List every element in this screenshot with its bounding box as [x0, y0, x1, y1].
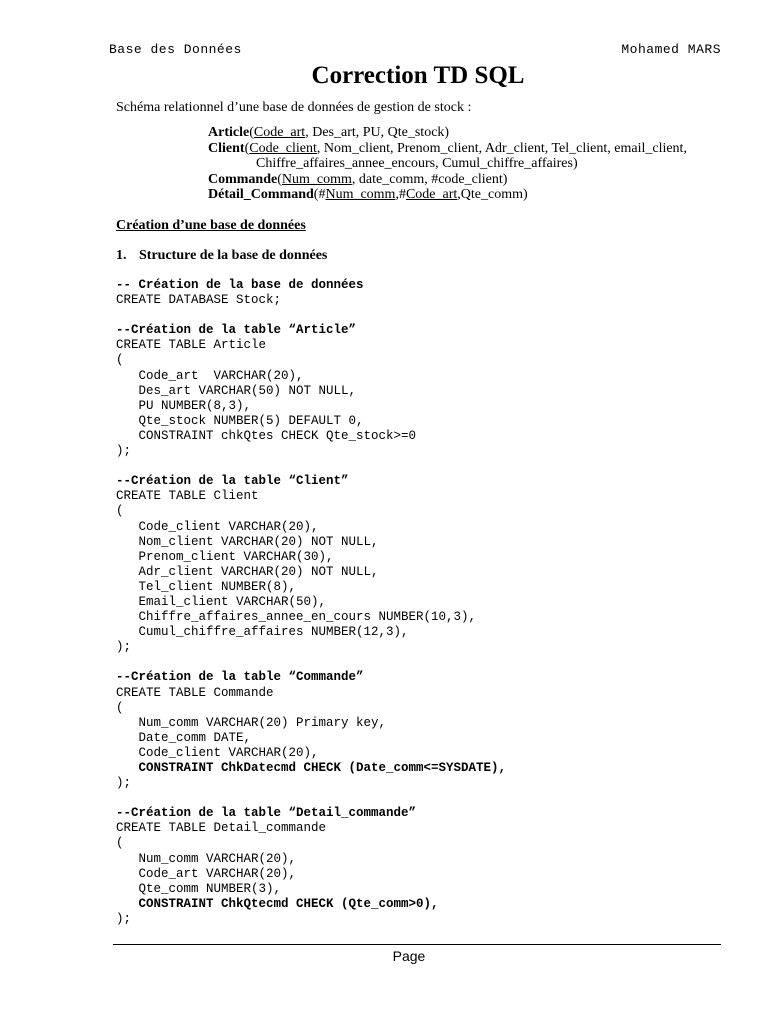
- code-line: CREATE TABLE Client: [116, 489, 259, 504]
- schema-client-continued: Chiffre_affaires_annee_encours, Cumul_chiffre_affaires): [256, 156, 578, 171]
- header-left: Base des Données: [109, 42, 242, 57]
- code-line: Code_art VARCHAR(20),: [116, 368, 304, 383]
- schema-article-attrs: , Des_art, PU, Qte_stock): [305, 125, 450, 140]
- schema-detail: Détail_Command(#Num_comm,#Code_art,Qte_comm): [208, 187, 528, 202]
- schema-article: Article(Code_art, Des_art, PU, Qte_stock): [208, 125, 450, 140]
- code-comment-line: --Création de la table “Commande”: [116, 670, 364, 685]
- code-line: Adr_client VARCHAR(20) NOT NULL,: [116, 564, 379, 579]
- code-line: CONSTRAINT chkQtes CHECK Qte_stock>=0: [116, 428, 417, 443]
- code-line: Email_client VARCHAR(50),: [116, 594, 327, 609]
- code-line: Code_client VARCHAR(20),: [116, 519, 319, 534]
- header-right: Mohamed MARS: [621, 42, 721, 57]
- schema-commande-key: Num_comm: [281, 171, 352, 187]
- code-line: CONSTRAINT ChkDatecmd CHECK (Date_comm<=SYSDATE),: [116, 761, 507, 775]
- schema-commande-name: Commande: [208, 171, 278, 187]
- code-line: Prenom_client VARCHAR(30),: [116, 549, 334, 564]
- code-line: [116, 791, 736, 806]
- code-line: );: [116, 911, 132, 926]
- code-line: (: [116, 836, 124, 851]
- schema-detail-key-2: Code_art: [405, 187, 458, 202]
- page-footer: Page: [392, 948, 426, 964]
- code-comment-line: --Création de la table “Client”: [116, 474, 349, 489]
- schema-detail-name: Détail_Command: [208, 187, 314, 202]
- schema-client: Client(Code_client, Nom_client, Prenom_client, Adr_client, Tel_client, email_client,: [208, 140, 687, 156]
- code-line: Qte_stock NUMBER(5) DEFAULT 0,: [116, 413, 364, 428]
- relational-schema: [208, 125, 728, 203]
- schema-detail-attrs: ,Qte_comm): [457, 187, 528, 202]
- code-line: );: [116, 640, 132, 655]
- schema-commande-attrs: , date_comm, #code_client): [351, 171, 508, 187]
- footer-divider: [113, 944, 721, 945]
- schema-client-attrs: , Nom_client, Prenom_client, Adr_client, Tel_client, email_client,: [316, 140, 687, 156]
- code-line: Num_comm VARCHAR(20) Primary key,: [116, 715, 387, 730]
- code-line: CONSTRAINT ChkQtecmd CHECK (Qte_comm>0),: [116, 896, 439, 911]
- code-line: CREATE TABLE Detail_commande: [116, 821, 327, 836]
- code-line: PU NUMBER(8,3),: [116, 398, 252, 413]
- schema-article-key: Code_art: [253, 125, 306, 140]
- code-line: [116, 655, 736, 670]
- section-title: Création d’une base de données: [116, 218, 306, 233]
- subsection-label: Structure de la base de données: [139, 248, 328, 263]
- code-line: Nom_client VARCHAR(20) NOT NULL,: [116, 534, 379, 549]
- code-comment-line: --Création de la table “Article”: [116, 323, 357, 338]
- code-line: Chiffre_affaires_annee_en_cours NUMBER(10,3),: [116, 610, 477, 625]
- schema-detail-key-1: Num_comm: [325, 187, 396, 202]
- subsection-number: 1.: [116, 248, 127, 263]
- schema-client-key: Code_client: [249, 140, 317, 156]
- code-line: );: [116, 444, 132, 459]
- code-line: Qte_comm NUMBER(3),: [116, 881, 282, 896]
- code-line: [116, 459, 736, 474]
- subsection-title: [116, 248, 327, 264]
- code-line: Date_comm DATE,: [116, 730, 252, 745]
- code-line: Cumul_chiffre_affaires NUMBER(12,3),: [116, 625, 409, 640]
- code-line: Des_art VARCHAR(50) NOT NULL,: [116, 383, 357, 398]
- schema-article-name: Article: [208, 125, 250, 140]
- code-line: CREATE TABLE Article: [116, 338, 267, 353]
- intro-text: Schéma relationnel d’une base de données de gestion de stock :: [116, 100, 472, 115]
- code-line: );: [116, 776, 132, 791]
- code-line: Num_comm VARCHAR(20),: [116, 851, 297, 866]
- schema-client-name: Client: [208, 140, 245, 156]
- code-line: Code_art VARCHAR(20),: [116, 866, 297, 881]
- code-comment-line: --Création de la table “Detail_commande”: [116, 806, 417, 821]
- schema-commande: Commande(Num_comm, date_comm, #code_client): [208, 171, 508, 187]
- code-line: CREATE DATABASE Stock;: [116, 293, 282, 308]
- page-title: Correction TD SQL: [311, 62, 525, 89]
- code-line: (: [116, 700, 124, 715]
- code-line: Code_client VARCHAR(20),: [116, 745, 319, 760]
- code-comment-line: -- Création de la base de données: [116, 278, 364, 292]
- code-line: CREATE TABLE Commande: [116, 685, 274, 700]
- code-line: (: [116, 353, 124, 368]
- code-line: (: [116, 504, 124, 519]
- code-line: Tel_client NUMBER(8),: [116, 579, 297, 594]
- sql-code-block: [116, 278, 736, 927]
- code-line: [116, 308, 736, 323]
